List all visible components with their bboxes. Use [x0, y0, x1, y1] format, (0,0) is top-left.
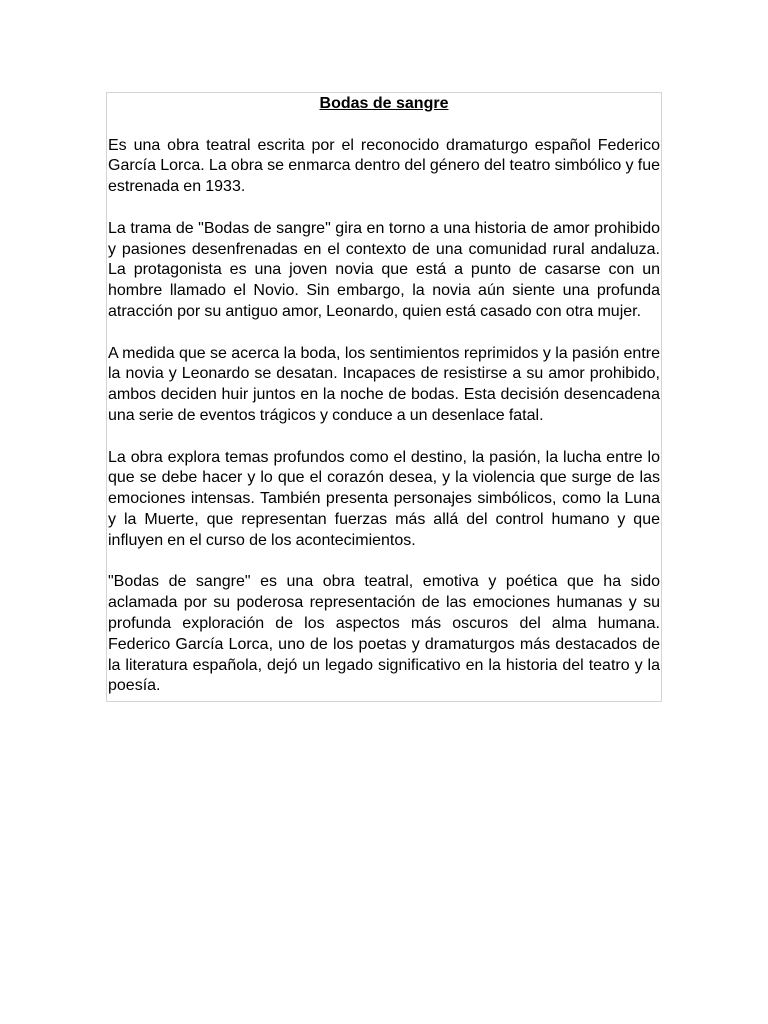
document-text-box: [106, 92, 662, 702]
paragraph-intro: Es una obra teatral escrita por el reconocido dramaturgo español Federico García Lorca. La obra se enmarca dentro del género del teatro simbólico y fue estrenada en 1933.: [108, 136, 660, 196]
paragraph-conclusion: "Bodas de sangre" es una obra teatral, emotiva y poética que ha sido aclamada por su poderosa representación de las emociones humanas y su profunda exploración de los aspectos más oscuros del alma humana. Federico García Lorca, uno de los poetas y dramaturgos más destacados de la literatura española, dejó un legado significativo en la historia del teatro y la poesía.: [108, 573, 660, 695]
paragraph-plot: La trama de "Bodas de sangre" gira en torno a una historia de amor prohibido y pasiones desenfrenadas en el contexto de una comunidad rural andaluza. La protagonista es una joven novia que está a punto de casarse con un hombre llamado el Novio. Sin embargo, la novia aún siente una profunda atracción por su antiguo amor, Leonardo, quien está casado con otra mujer.: [108, 219, 660, 320]
paragraph-themes: La obra explora temas profundos como el destino, la pasión, la lucha entre lo que se debe hacer y lo que el corazón desea, y la violencia que surge de las emociones intensas. También presenta personajes simbólicos, como la Luna y la Muerte, que representan fuerzas más allá del control humano y que influyen en el curso de los acontecimientos.: [108, 448, 660, 549]
paragraph-development: A medida que se acerca la boda, los sentimientos reprimidos y la pasión entre la novia y Leonardo se desatan. Incapaces de resistirse a su amor prohibido, ambos deciden huir juntos en la noche de bodas. Esta decisión desencadena una serie de eventos trágicos y conduce a un desenlace fatal.: [108, 344, 660, 424]
document-title: Bodas de sangre: [319, 95, 449, 112]
